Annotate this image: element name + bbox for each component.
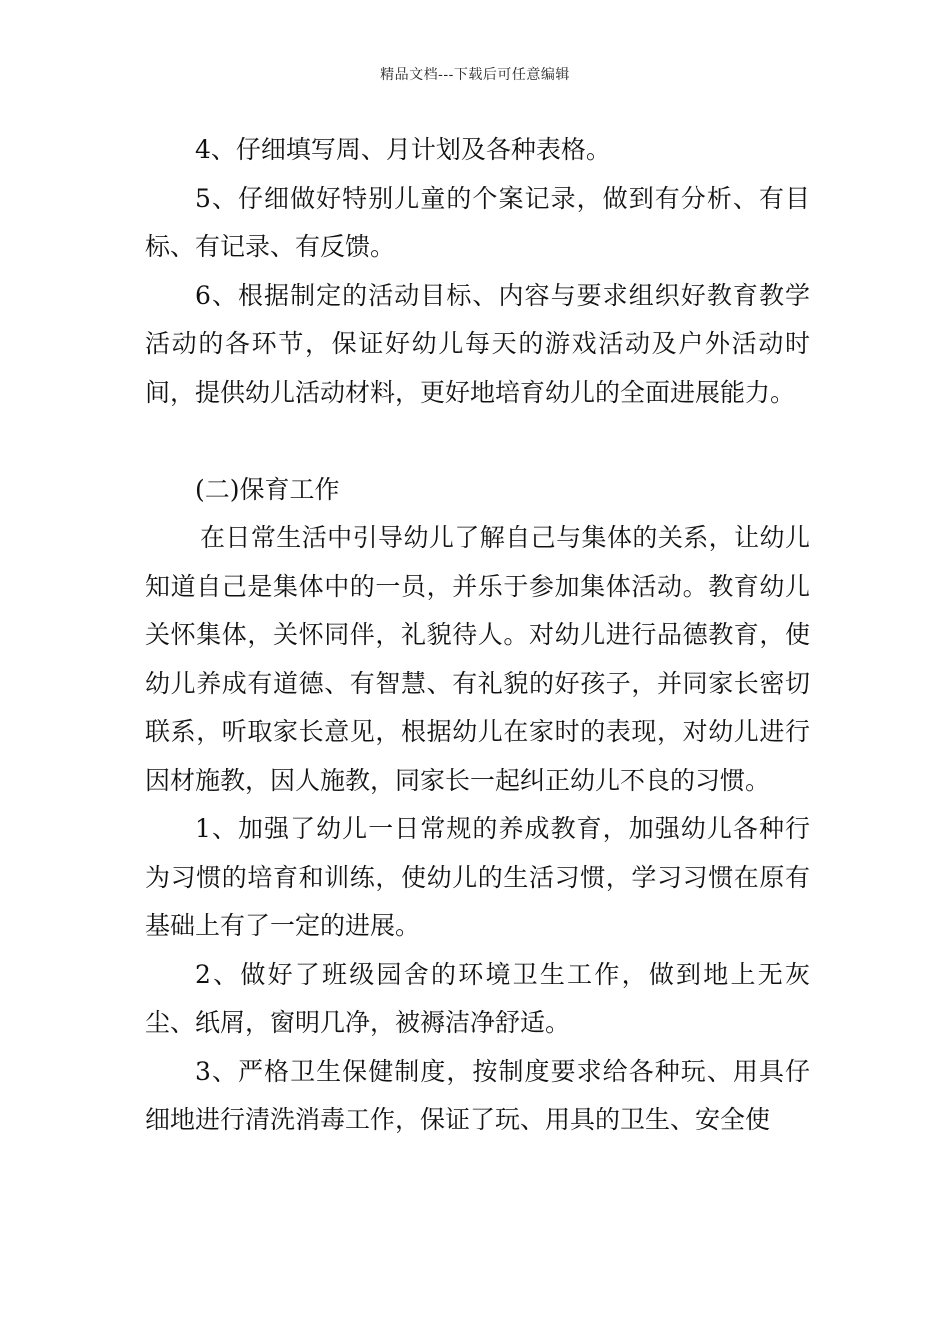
paragraph-item-5: 5、仔细做好特别儿童的个案记录，做到有分析、有目标、有记录、有反馈。 xyxy=(145,183,810,261)
paragraph-care-item-2: 2、做好了班级园舍的环境卫生工作，做到地上无灰尘、纸屑，窗明几净，被褥洁净舒适。 xyxy=(145,959,810,1037)
paragraph-care-intro: 在日常生活中引导幼儿了解自己与集体的关系，让幼儿知道自己是集体中的一员，并乐于参加集体活动。教育幼儿关怀集体，关怀同伴，礼貌待人。对幼儿进行品德教育，使幼儿养成有道德、有智慧、有礼貌的好孩子，并同家长密切联系，听取家长意见，根据幼儿在家时的表现，对幼儿进行因材施教，因人施教，同家长一起纠正幼儿不良的习惯。 xyxy=(145,523,810,795)
page-header: 精品文档---下载后可任意编辑 xyxy=(380,67,570,83)
paragraph-care-item-3: 3、严格卫生保健制度，按制度要求给各种玩、用具仔细地进行清洗消毒工作，保证了玩、用具的卫生、安全使 xyxy=(145,1056,810,1134)
paragraph-care-item-1: 1、加强了幼儿一日常规的养成教育，加强幼儿各种行为习惯的培育和训练，使幼儿的生活习惯，学习习惯在原有基础上有了一定的进展。 xyxy=(145,814,810,940)
paragraph-item-4: 4、仔细填写周、月计划及各种表格。 xyxy=(195,135,611,164)
section-heading-care-work: (二)保育工作 xyxy=(195,474,340,504)
document-body xyxy=(145,126,810,1145)
paragraph-item-6: 6、根据制定的活动目标、内容与要求组织好教育教学活动的各环节，保证好幼儿每天的游戏活动及户外活动时间，提供幼儿活动材料，更好地培育幼儿的全面进展能力。 xyxy=(145,280,810,407)
